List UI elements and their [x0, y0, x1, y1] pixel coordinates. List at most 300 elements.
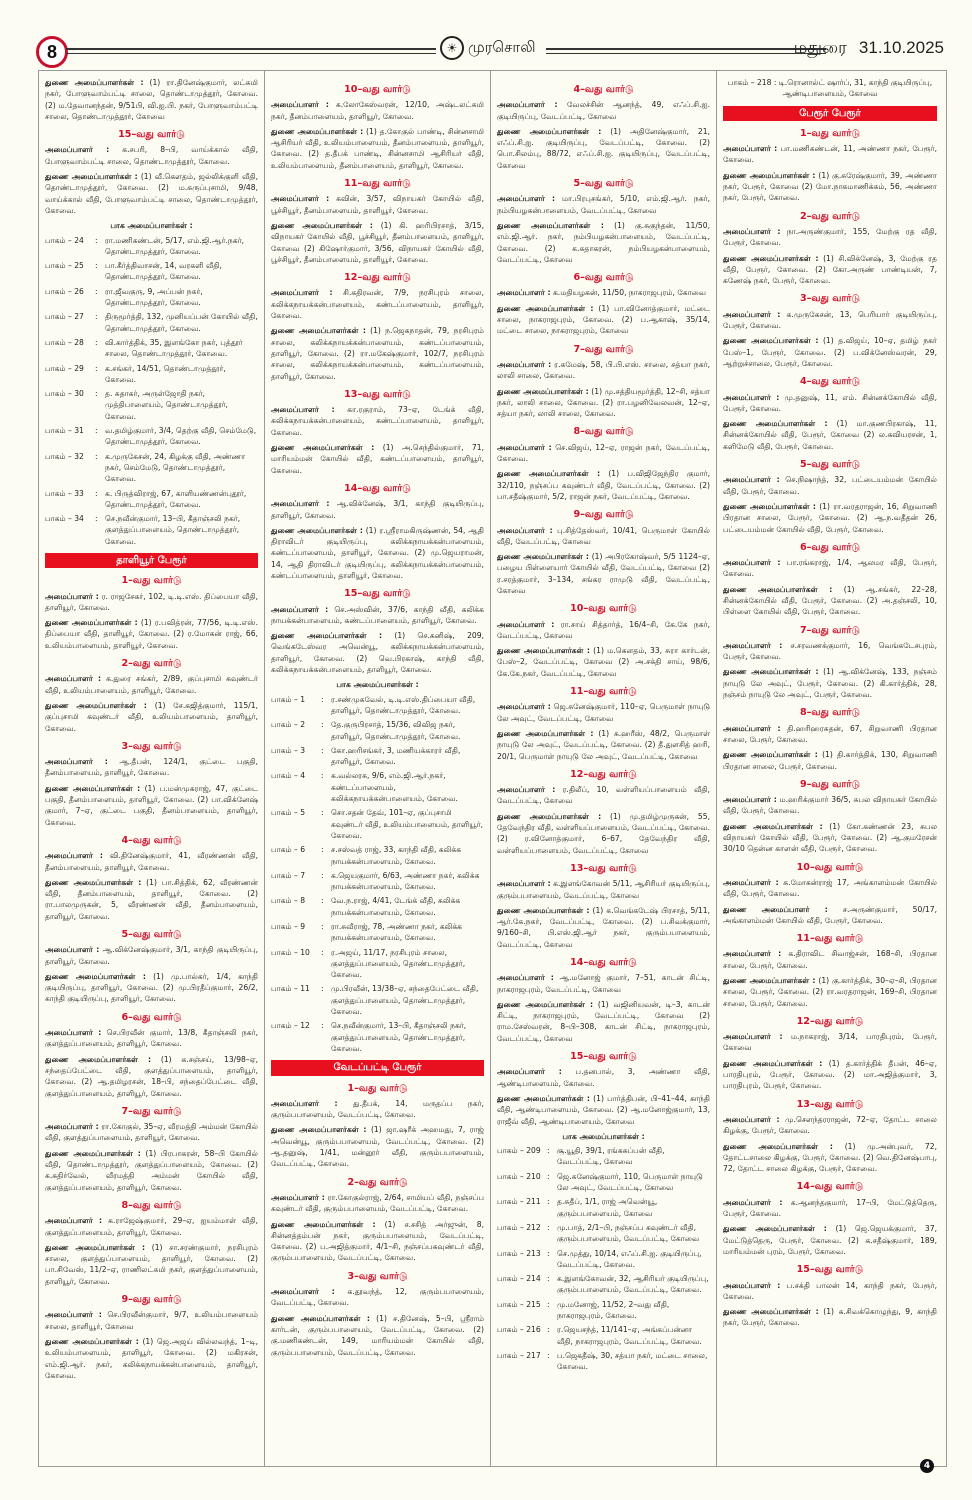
- appointee-details: ச.சரவணக்குமார், 16, வெங்கடேசபுரம், பேரூர், கோவை.: [723, 640, 937, 662]
- appointee-entry: [45, 1027, 258, 1050]
- separator: :: [321, 808, 324, 818]
- role-label: அமைப்பாளர் :: [723, 949, 782, 959]
- separator: :: [321, 745, 324, 755]
- appointee-details: (1) கி. ஹரிபிரசாத், 3/15, விநாயகர் கோயில் வீதி, பூச்சியூர், தீனம்பாளையம், தாளியூர், கோவை (2) கிஷோர்குமார், 3/56, விநாயகர் கோயில் வீதி, பூச்சியூர், தீனம்பாளையம், தாளியூர், கோவை.: [271, 220, 484, 264]
- appointee-details: (1) ச.சசித் அர்ஜுன், 8, சின்னத்தம்பன் நகர், குரும்பபாளையம், வேடப்பட்டி, கோவை. (2) ப.அஜித்குமார், 4/1–சி, நஞ்சப்பகவுண்டர் வீதி, குரும்பபாளையம், வேடப்பட்டி, கோவை.: [271, 1219, 484, 1263]
- appointee-entry: [723, 1223, 937, 1257]
- continued-page-marker: 4: [920, 1459, 934, 1473]
- ward-heading: 12–வது வார்டு: [344, 272, 411, 284]
- appointee-details: (1) க.சஞ்சய், 13/98–ஏ, சந்தைப்பேட்டை வீதி, குளத்துப்பாளையம், தாளியூர், கோவை. (2) ஆ.தமிழரசன், 18–பி, சந்தைப்பேட்டை வீதி, குளத்துப்பாளையம், தாளியூர், கோவை.: [45, 1054, 258, 1098]
- appointee-entry: [723, 143, 937, 166]
- appointee-entry: [497, 442, 710, 465]
- role-label: அமைப்பாளர் :: [271, 100, 329, 110]
- separator: :: [95, 286, 98, 296]
- separator: :: [95, 312, 98, 322]
- part-label: பாகம் – 31: [45, 426, 84, 436]
- role-label: துணை அமைப்பாளர்கள் :: [271, 631, 383, 641]
- appointee-entry: [271, 498, 484, 521]
- part-entry: [497, 1273, 710, 1296]
- appointee-details: ரா.சாய் சித்தார்த், 16/4–சி, கே.கே நகர், வேடப்பட்டி, கோவை: [497, 619, 710, 640]
- appointee-entry: [497, 287, 710, 298]
- appointee-entry: [271, 287, 484, 321]
- role-label: அமைப்பாளர் :: [271, 1192, 325, 1202]
- subheading: பாக அமைப்பாளர்கள் :: [336, 680, 419, 690]
- appointee-details: மு.சௌந்தரராஜன், 72–ஏ, தோட்ட சாலை கிழக்கு, பேரூர், கோவை.: [723, 1114, 937, 1136]
- appointee-entry: [271, 193, 484, 216]
- appointee-details: (1) ஆ.சங்கர், 22–28, சின்னக்கோயில் வீதி, பேரூர், கோவை. (2) அ.தஞ்சலி, 10, பிள்ளை கோயில் வீதி, பேரூர், கோவை.: [723, 584, 938, 617]
- role-label: துணை அமைப்பாளர்கள் :: [723, 419, 828, 429]
- separator: :: [547, 1299, 550, 1309]
- separator: :: [95, 451, 98, 461]
- role-label: அமைப்பாளர் :: [497, 100, 558, 110]
- appointee-entry: [45, 673, 258, 696]
- separator: :: [547, 1248, 550, 1258]
- part-entry: பாகம் – 218 : டி.ரொனால்ட் ஷார்ப், 31, காந்தி குடியிருப்பு, ஆண்டிபாளையம், கோவை: [727, 78, 933, 99]
- role-label: அமைப்பாளர் :: [497, 702, 551, 712]
- role-label: அமைப்பாளர் :: [45, 591, 99, 601]
- appointee-details: (1) ர.ஸ்ரீராமகிருஷ்ணன், 54, ஆதி திராவிடர் குடியிருப்பு, கலிக்கநாயக்கன்பாளையம், கண்டப்பாளையம், தாளியூர், கோவை. (2) மு.ஜெயராமன், 14, ஆதி திராவிடர் குடியிருப்பு, கலிக்கநாயக்கன்பாளையம், கண்டப்பாளையம், தாளியூர், கோவை.: [271, 525, 484, 580]
- appointee-entry: [723, 1031, 937, 1054]
- role-label: துணை அமைப்பாளர்கள் :: [271, 1219, 376, 1229]
- role-label: அமைப்பாளர் :: [271, 1287, 335, 1297]
- part-label: பாகம் – 28: [45, 337, 84, 347]
- part-details: க.சங்கர், 14/51, தொண்டாமுத்தூர், கோவை.: [105, 363, 226, 384]
- appointee-details: (1) சி.விக்னேஷ், 3, மேற்கு ரத வீதி, பேரூர், கோவை. (2) கோ.அருண் பாண்டியன், 7, கணேஷ் நகர், பேரூர், கோவை.: [723, 253, 938, 286]
- ward-heading: 14–வது வார்டு: [570, 957, 637, 968]
- appointee-entry: [497, 525, 710, 548]
- role-label: துணை அமைப்பாளர்கள் :: [497, 811, 602, 821]
- part-entry: [271, 719, 484, 742]
- role-label: துணை அமைப்பாளர்கள் :: [497, 728, 594, 738]
- appointee-entry: [723, 392, 937, 415]
- part-label: பாகம் – 212: [497, 1222, 541, 1232]
- role-label: துணை அமைப்பாளர்கள் :: [723, 750, 818, 760]
- ward-heading: 7–வது வார்டு: [799, 624, 861, 636]
- ward-heading: 4–வது வார்டு: [573, 84, 634, 95]
- masthead-rule-left: [66, 48, 436, 54]
- appointee-details: (1) கு.சுகுந்தன், 11/50, எம்.ஜி.ஆர். நகர், நம்பியழகன்பாளையம், வேடப்பட்டி, கோவை. (2) க.சுதாகரன், நம்பியழகன்பாளையம், வேடப்பட்டி, கோவை: [497, 220, 710, 264]
- role-label: துணை அமைப்பாளர்கள் :: [497, 552, 589, 562]
- appointee-details: (1) கு.சுரேஷ்குமார், 39, அண்ணா நகர், பேரூர், கோவை (2) மோ.நாகமாணிக்கம், 56, அண்ணா நகர், பேரூர், கோவை.: [723, 170, 937, 203]
- appointee-entry: [497, 1066, 710, 1089]
- appointee-entry: [45, 756, 258, 779]
- part-entry: [45, 425, 258, 448]
- appointee-details: ர. ராஜசேகர், 102, டி.டி.எஸ். திப்பையா வீதி, தாளியூர், கோவை.: [45, 591, 258, 612]
- appointee-entry: [723, 640, 937, 663]
- ward-heading: 10–வது வார்டு: [344, 84, 411, 95]
- role-label: அமைப்பாளர் :: [45, 1122, 99, 1132]
- role-label: துணை அமைப்பாளர்கள் :: [723, 501, 816, 511]
- appointee-details: ப.தனபால், 3, அண்ணா வீதி, ஆண்டிபாளையம், கோவை.: [497, 1067, 710, 1088]
- role-label: அமைப்பாளர் :: [723, 475, 780, 485]
- appointee-entry: [723, 1058, 937, 1092]
- role-label: துணை அமைப்பாளர்கள் :: [497, 646, 590, 656]
- paper-logo: [440, 36, 536, 60]
- appointee-details: (1) மு.தமிழ்முருகன், 55, தேவேந்திர வீதி, வள்ளியப்பாளையம், வேடப்பட்டி, கோவை. (2) ர.வினோத்குமார், 6–67, தேவேந்திர வீதி, வள்ளியப்பாளையம், வேடப்பட்டி, கோவை: [497, 811, 710, 855]
- role-label: துணை அமைப்பாளர்கள் :: [271, 1313, 370, 1323]
- part-label: பாகம் – 12: [271, 1021, 310, 1031]
- separator: :: [547, 1171, 550, 1181]
- role-label: அமைப்பாளர் :: [45, 851, 103, 861]
- appointee-entry: [723, 170, 937, 204]
- role-label: துணை அமைப்பாளர்கள் :: [45, 1336, 139, 1346]
- appointee-details: ஆ.விக்னேஷ், 3/1, காந்தி குடியிருப்பு, தாளியூர், கோவை.: [271, 499, 484, 520]
- appointee-entry: [45, 1148, 258, 1193]
- town-panchayat-banner: பேரூர் பேரூர்: [723, 106, 937, 121]
- part-entry: [497, 1196, 710, 1219]
- appointee-details: (1) ஜெ.அஜய் வில்லவந்த், 1–டி, உலியம்பாளையம், தாளியூர், கோவை. (2) மகிரசன், எம்.ஜி.ஆர். நகர், கலிக்கநாயக்கன்பாளையம், தாளியூர், கோவை.: [45, 1336, 258, 1380]
- part-entry: [45, 260, 258, 283]
- appointee-details: க.ராஜேஷ்குமார், 29–ஏ, ஐயம்மாள் வீதி, குளத்துப்பாளையம், தாளியூர், கோவை.: [45, 1216, 258, 1237]
- appointee-entry: [497, 645, 710, 679]
- role-label: துணை அமைப்பாளர்கள் :: [45, 1148, 141, 1158]
- appointee-details: (1) ஜா.ஷரீக் அஹமது, 7, ராஜ் அவென்யூ, குரும்பபாளையம், வேடப்பட்டி, கோவை. (2) ஆ.தனுஷ், 1/41, மன்னூர் வீதி, குரும்பபாளையம், வேடப்பட்டி, கோவை.: [271, 1125, 484, 1169]
- ward-heading: 11–வது வார்டு: [796, 933, 864, 945]
- part-entry: [45, 286, 258, 309]
- part-entry: [45, 363, 258, 386]
- role-label: துணை அமைப்பாளர்கள் :: [723, 170, 816, 180]
- appointee-details: (1) த.கோகுல் பாண்டி, சின்னசாமி ஆசிரியர் வீதி, உலியம்பாளையம், தீனம்பாளையம், தாளியூர், கோவை. (2) த.தீபக் பாண்டி, சின்னசாமி ஆசிரியர் வீதி, உலியம்பாளையம், தீனம்பாளையம், தாளியூர், கோவை.: [271, 126, 484, 170]
- ward-heading: 6–வது வார்டு: [121, 1011, 182, 1023]
- ward-heading: 15–வது வார்டு: [344, 588, 411, 600]
- ward-heading: 15–வது வார்டு: [796, 1264, 864, 1276]
- appointee-details: கவின், 3/57, விநாயகர் கோயில் வீதி, பூச்சியூர், தீனம்பாளையம், தாளியூர், கோவை.: [271, 194, 484, 215]
- separator: :: [321, 771, 324, 781]
- part-details: ரா.மணிகண்டன், 5/17, எம்.ஜி.ஆர்.நகர், தொண்டாமுத்தூர், கோவை.: [105, 235, 245, 256]
- appointee-details: வி.தினேஷ்குமார், 41, வீரண்ணன் வீதி, தீனம்பாளையம், தாளியூர், கோவை.: [45, 851, 258, 872]
- appointee-entry: [45, 1215, 258, 1238]
- role-label: துணை அமைப்பாளர்கள் :: [723, 1058, 823, 1068]
- part-label: பாகம் – 6: [271, 845, 306, 855]
- part-details: கோ.ஹரிசங்கர், 3, மணியக்காரர் வீதி, தாளியூர், கோவை.: [331, 745, 461, 767]
- appointee-details: (1) த.கார்த்திக் தீபன், 46–ஏ, பாரதிபுரம், பேரூர், கோவை. (2) மா.அஜித்குமார், 3, பாரதிபுரம், பேரூர், கோவை.: [723, 1058, 937, 1091]
- role-label: அமைப்பாளர் :: [723, 392, 780, 402]
- separator: :: [95, 389, 98, 399]
- part-details: செ.நவீன்குமார், 13–பி, கீதாஞ்சலி நகர், குளத்துப்பாளையம், தொண்டாமுத்தூர், கோவை.: [105, 514, 241, 546]
- subheading: பாக அமைப்பாளர்கள் :: [562, 1131, 645, 1141]
- separator: :: [321, 896, 324, 906]
- appointee-entry: [271, 126, 484, 171]
- appointee-details: (1) அபிரகோஷ்வர், 5/5 1124–ஏ, பழைய பிள்ளையார் கோயில் வீதி, வேடப்பட்டி, கோவை (2) ர.சரத்குமார், 3–134, சங்கர ராமுடு வீதி, வேடப்பட்டி, கோவை: [497, 552, 710, 595]
- appointee-details: நா.அருண்குமார், 155, மேற்கு ரத வீதி, பேரூர், கோவை.: [723, 226, 937, 248]
- part-entry: [497, 1299, 710, 1322]
- part-details: சூ.யூதி, 39/1, ரங்கசுப்பன் வீதி, வேடப்பட்டி, கோவை: [557, 1146, 665, 1167]
- part-details: ச.சஸ்வத் ராஜ், 33, காந்தி வீதி, கலிக்க நாயக்கன்பாளையம், கோவை.: [331, 845, 462, 866]
- role-label: துணை அமைப்பாளர் :: [723, 904, 828, 914]
- role-label: அமைப்பாளர் :: [271, 194, 330, 204]
- role-label: துணை அமைப்பாளர்கள் :: [497, 220, 604, 230]
- appointee-details: (1) கு.கார்த்திக், 30–ஏ–சி, பிரதான சாலை, பேரூர், கோவை. (2) ரா.வரதராஜன், 169–சி, பிரதான சாலை, பேரூர், கோவை.: [723, 976, 937, 1008]
- part-label: பாகம் – 27: [45, 312, 84, 322]
- appointee-entry: [497, 811, 710, 856]
- appointee-entry: [271, 1124, 484, 1169]
- role-label: துணை அமைப்பாளர்கள் :: [45, 700, 147, 710]
- part-entry: [45, 513, 258, 547]
- appointee-details: ர.கமேஷ், 58, பி.பி.எஸ். சாலை, சத்யா நகர், லாலி சாலை, கோவை.: [497, 359, 710, 381]
- part-details: க.ஜெயகுமார், 6/63, அண்ணா நகர், கலிக்க நாயக்கன்பாளையம், கோவை.: [331, 870, 480, 892]
- ward-heading: 4–வது வார்டு: [799, 376, 861, 388]
- appointee-entry: [271, 525, 484, 581]
- separator: :: [321, 922, 324, 931]
- role-label: துணை அமைப்பாளர்கள் :: [723, 253, 819, 263]
- ward-heading: 5–வது வார்டு: [573, 178, 634, 190]
- part-label: பாகம் – 24: [45, 235, 84, 245]
- ward-heading: 3–வது வார்டு: [347, 1270, 408, 1282]
- part-entry: [271, 895, 484, 918]
- separator: :: [321, 845, 324, 855]
- column-2: [265, 71, 491, 1466]
- ward-heading: 2–வது வார்டு: [799, 210, 861, 222]
- appointee-entry: [497, 220, 710, 265]
- role-label: அமைப்பாளர் :: [723, 226, 781, 236]
- role-label: அமைப்பாளர் :: [497, 1067, 562, 1077]
- appointee-details: (1) ரா.வரதராஜன், 16, சிறுவாணி பிரதான சாலை, பேரூர், கோவை. (2) ஆ.ந.வதீதன் 26, பட்டையம்மன் கோயில் வீதி, பேரூர், கோவை.: [723, 501, 938, 534]
- role-label: அமைப்பாளர் :: [723, 1197, 783, 1207]
- separator: :: [547, 1350, 550, 1360]
- appointee-details: (1) ந.ஜெகநாதன், 79, நரசிபுரம் சாலை, கலிக்கநாயக்கன்பாளையம், கண்டப்பாளையம், தாளியூர், கோவை. (2) ரா.மகேஷ்குமார், 102/7, நரசிபுரம் சாலை, கலிக்கநாயக்கன்பாளையம், கண்டப்பாளையம், தாளியூர், கோவை.: [271, 326, 484, 381]
- appointee-details: வேலச்சின் ஆனந்த், 49, எஃப்.சி.ஐ. குடியிருப்பு, வேடப்பட்டி, கோவை: [497, 100, 710, 121]
- role-label: அமைப்பாளர் :: [723, 877, 779, 887]
- part-entry: [497, 1171, 710, 1194]
- part-details: க.இளங்கோவன், 32, ஆசிரியர் குடியிருப்பு, குரும்பபாளையம், வேடப்பட்டி, கோவை.: [557, 1274, 709, 1295]
- appointee-details: ச.அருண்குமார், 50/17, அங்காளம்மன் கோயில் வீதி, பேரூர், கோவை.: [723, 904, 937, 925]
- part-entry: [271, 947, 484, 981]
- part-details: க.வல்லரசு, 9/6, எம்.ஜி.ஆர்.நகர், கண்டப்பாளையம், கலிக்கநாயக்கன்பாளையம், கோவை.: [331, 771, 458, 804]
- ward-heading: 8–வது வார்டு: [799, 707, 861, 719]
- appointee-details: (1) ஆ.விக்னேஷ், 133, நஞ்சம் நாயுடு லே அவுட், பேரூர், கோவை. (2) கி.கார்த்திக், 28, நஞ்சம் நாயுடு லே அவுட், பேரூர், கோவை.: [723, 667, 937, 700]
- appointee-details: ஆ.மனோஜ் குமார், 7–51, காடன் சிட்டி, நாகராஜபுரம், வேடப்பட்டி, கோவை: [497, 973, 711, 994]
- appointee-details: (1) அ.செந்தில்குமார், 71, மாரியம்மன் கோயில் வீதி, கண்டப்பாளையம், தாளியூர், கோவை.: [271, 443, 484, 475]
- appointee-details: க.தூவந்த், 12, குரும்பபாளையம், வேடப்பட்டி, கோவை.: [271, 1287, 484, 1308]
- appointee-entry: [45, 171, 258, 216]
- role-label: துணை அமைப்பாளர்கள் :: [45, 78, 144, 87]
- ward-heading: 14–வது வார்டு: [796, 1181, 864, 1193]
- ward-heading: 5–வது வார்டு: [121, 929, 182, 940]
- part-details: வி.கார்த்திக், 35, இளங்கோ நகர், புத்தூர் சாலை, தொண்டாமுத்தூர், கோவை.: [105, 337, 243, 359]
- appointee-details: க.மோகன்ராஜ் 17, அங்காளம்மன் கோயில் வீதி, பேரூர், கோவை.: [723, 877, 937, 899]
- ward-heading: 13–வது வார்டு: [570, 862, 637, 874]
- part-label: பாகம் – 5: [271, 808, 306, 818]
- ward-heading: 3–வது வார்டு: [121, 740, 182, 752]
- rising-sun-emblem-icon: ☀: [440, 36, 464, 60]
- role-label: அமைப்பாளர் :: [45, 945, 100, 955]
- town-panchayat-banner: தாளியூர் பேரூர்: [45, 553, 258, 568]
- part-label: பாகம் – 9: [271, 922, 306, 931]
- appointee-entry: [45, 700, 258, 734]
- part-entry: [45, 388, 258, 422]
- appointee-details: தி.ஹரிஹரசுதன், 67, சிறுவாணி பிரதான சாலை, பேரூர், கோவை.: [723, 723, 937, 744]
- part-details: ஜெ.சுனேஷ்குமார், 110, பெருமாள் நாயுடு லே அவுட், வேடப்பட்டி, கோவை: [557, 1171, 703, 1193]
- appointee-entry: [497, 619, 710, 642]
- separator: :: [95, 363, 98, 373]
- part-label: பாகம் – 11: [271, 984, 310, 994]
- appointee-entry: [723, 474, 937, 497]
- part-details: ரா.சுவீராஜ், 78, அண்ணா நகர், கலிக்க நாயக்கன்பாளையம், கோவை.: [331, 922, 463, 943]
- role-label: அமைப்பாளர் :: [45, 1028, 102, 1038]
- role-label: அமைப்பாளர் :: [497, 288, 551, 298]
- appointee-details: செ.பிரவீன் குமார், 13/8, கீதாஞ்சலி நகர், குளத்துப்பாளையம், தாளியூர், கோவை.: [45, 1028, 258, 1049]
- ward-heading: 13–வது வார்டு: [796, 1098, 864, 1110]
- role-label: அமைப்பாளர் :: [723, 723, 781, 733]
- appointee-details: (1) ர.பவித்ரன், 77/56, டி.டி.எஸ். திப்பையா வீதி, தாளியூர், கோவை. (2) ர.மோகன் ராஜ், 66, உலியம்பாளையம், தாளியூர், கோவை.: [45, 618, 259, 650]
- appointee-entry: [271, 630, 484, 675]
- role-label: துணை அமைப்பாளர்கள் :: [45, 877, 142, 887]
- ward-heading: 11–வது வார்டு: [570, 686, 637, 698]
- separator: :: [321, 870, 324, 880]
- part-label: பாகம் – 30: [45, 389, 84, 399]
- appointee-details: (1) கோ.கண்ணன் 23, சுபல விநாயகர் கோயில் வீதி, பேரூர், கோவை. (2) ஆ.குமரேசன் 30/10 தென்ன காளன் வீதி, பேரூர், கோவை.: [723, 821, 937, 854]
- appointee-entry: [497, 99, 710, 122]
- role-label: அமைப்பாளர் :: [723, 795, 777, 805]
- appointee-entry: [723, 666, 937, 700]
- appointee-details: (1) பிரபாகரன், 58–பி கோயில் வீதி, தொண்டாமுத்தூர், குளத்துப்பாளையம், கோவை. (2) க.கதிர்வேல், வீரமத்தி அம்மன் கோயில் வீதி, குளத்துப்பாளையம், தாளியூர், கோவை.: [45, 1148, 258, 1192]
- appointee-details: (1) மா.குணபிரகாஷ், 11, சின்னக்கோயில் வீதி, பேரூர், கோவை (2) ல.கவியரசன், 1, களிமேடு வீதி, பேரூர், கோவை.: [723, 419, 937, 451]
- appointee-entry: [271, 1192, 484, 1215]
- appointee-entry: [271, 220, 484, 265]
- part-entry: [497, 1145, 710, 1168]
- issue-date: 31.10.2025: [858, 38, 944, 57]
- role-label: அமைப்பாளர் :: [271, 604, 329, 614]
- appointee-details: சி.கதிரவன், 7/9, நரசிபுரம் சாலை, கலிக்கநாயக்கன்பாளையம், கண்டப்பாளையம், தாளியூர், கோவை.: [271, 288, 484, 321]
- role-label: துணை அமைப்பாளர்கள் :: [723, 821, 823, 831]
- appointee-entry: [271, 1313, 484, 1358]
- part-label: பாகம் – 1: [271, 694, 306, 704]
- appointee-entry: [723, 821, 937, 855]
- appointee-details: (1) மு.அன்புவர், 72, தோட்டசாலை கிழக்கு, பேரூர், கோவை. (2) வெ.தினேஷ்பாபு, 72, தோட்ட சாலை கிழக்கு, பேரூர், கோவை.: [723, 1141, 937, 1174]
- appointee-details: (1) சா.சரண்குமார், நரசிபுரம் சாலை, குளத்துப்பாளையம், தாளியூர், கோவை. (2) பா.சிவேஸ், 11/2–ஏ, ராணிலட்சுமி நகர், குளத்துப்பாளையம், தாளியூர், கோவை.: [45, 1242, 258, 1286]
- role-label: துணை அமைப்பாளர்கள் :: [45, 783, 141, 793]
- part-label: பாகம் – 26: [45, 286, 84, 296]
- appointee-entry: [723, 253, 937, 287]
- part-label: பாகம் – 29: [45, 363, 84, 373]
- ward-heading: 1–வது வார்டு: [121, 575, 182, 587]
- ward-heading: 3–வது வார்டு: [799, 293, 861, 305]
- part-details: திருமூர்த்தி, 132, முனியப்பன் கோயில் வீதி, தொண்டாமுத்தூர், கோவை.: [105, 312, 258, 333]
- appointee-details: க.இளங்கோவன் 5/11, ஆசிரியர் குடியிருப்பு, குரும்பபாளையம், வேடப்பட்டி, கோவை: [497, 879, 710, 900]
- part-entry: [271, 983, 484, 1017]
- appointee-details: ஆ.விக்னேஷ்குமார், 3/1, காந்தி குடியிருப்பு, தாளியூர், கோவை.: [45, 945, 258, 966]
- separator: :: [321, 694, 324, 704]
- role-label: துணை அமைப்பாளர்கள் :: [45, 618, 138, 628]
- role-label: துணை அமைப்பாளர்கள் :: [723, 1141, 833, 1151]
- part-entry: [45, 488, 258, 511]
- appointee-details: (1) ப.விஜிஜேந்திர குமார், 32/110, நஞ்சப்ப கவுண்டர் வீதி, வேடப்பட்டி, கோவை. (2) பா.சதீஷ்குமார், 5/2, ராஜன் நகர், வேடப்பட்டி, கோவை.: [497, 469, 711, 501]
- ward-heading: 13–வது வார்டு: [344, 388, 411, 400]
- appointee-entry: [497, 878, 710, 901]
- separator: :: [547, 1146, 550, 1156]
- part-details: சொ.சதன் தேவ், 101–ஏ, குப்புசாமி கவுண்டர் வீதி, உலியம்பாளையம், தாளியூர், கோவை.: [331, 808, 484, 840]
- ward-heading: 15–வது வார்டு: [570, 1051, 637, 1063]
- appointee-entry: [723, 226, 937, 249]
- part-label: பாகம் – 33: [45, 488, 84, 498]
- role-label: அமைப்பாளர் :: [723, 1280, 781, 1290]
- part-details: ரா.ஜீவகுரு, 9, அப்பன் நகர், தொண்டாமுத்தூர், கோவை.: [105, 286, 203, 308]
- part-entry: [497, 1248, 710, 1271]
- appointee-entry: [45, 617, 258, 651]
- appointee-details: செ.அஸ்வின், 37/6, காந்தி வீதி, கலிக்க நாயக்கன்பாளையம், கண்டப்பாளையம், தாளியூர், கோவை.: [271, 604, 484, 625]
- role-label: துணை அமைப்பாளர்கள் :: [723, 667, 819, 677]
- appointee-entry: [45, 1336, 258, 1381]
- appointee-details: (1) தி.கார்த்திக், 130, சிறுவாணி பிரதான சாலை, பேரூர், கோவை.: [723, 750, 937, 771]
- appointee-entry: [271, 1098, 484, 1121]
- appointee-entry: [723, 723, 937, 746]
- part-entry: [271, 770, 484, 804]
- ward-heading: 10–வது வார்டு: [570, 603, 637, 615]
- part-label: பாகம் – 216: [497, 1325, 541, 1335]
- appointee-details: (1) க.வெங்கடேஷ் பிரசாத், 5/11, ஆர்.கே.நகர், வேடப்பட்டி, கோவை. (2) ப.சிவக்குமார், 9/160–சி, பி.எஸ்.ஜி.ஆர் நகர், குரும்பபாளையம், வேடப்பட்டி, கோவை: [497, 905, 711, 949]
- ward-heading: 5–வது வார்டு: [799, 459, 861, 471]
- role-label: துணை அமைப்பாளர்கள் :: [271, 126, 364, 136]
- part-details: த.சுதீப், 1/1, ராஜ் அவென்யூ, குரும்பபாளையம், கோவை: [557, 1197, 658, 1218]
- part-details: மு.பாத், 2/1–பி, நஞ்சப்ப கவுண்டர் வீதி, குரும்பபாளையம், வேடப்பட்டி, கோவை: [557, 1222, 700, 1244]
- separator: :: [95, 235, 98, 245]
- appointee-entry: [497, 1093, 710, 1127]
- appointee-entry: [723, 1141, 937, 1175]
- appointee-details: க.முருகேசன், 13, பெரியார் குடியிருப்பு, பேரூர், கோவை.: [723, 309, 937, 331]
- ward-heading: 15–வது வார்டு: [118, 129, 185, 141]
- role-label: அமைப்பாளர் :: [497, 879, 551, 889]
- part-details: க. பிருத்விராஜ், 67, காளியண்ணன்புதூர், தொண்டாமுத்தூர், கோவை.: [105, 488, 247, 509]
- edition-city: மதுரை: [793, 38, 847, 57]
- ward-heading: 9–வது வார்டு: [121, 1294, 182, 1306]
- appointee-details: க.லோகேஸ்வரன், 12/10, அஷ்டலட்சுமி நகர், தீனம்பாளையம், தாளியூர், கோவை.: [271, 100, 484, 121]
- part-label: பாகம் – 213: [497, 1248, 541, 1258]
- part-entry: [271, 745, 484, 768]
- appointee-entry: [45, 1054, 258, 1099]
- part-details: செ.முத்து, 10/14, எஃப்.சி.ஐ. குடியிருப்பு, வேடப்பட்டி, கோவை.: [557, 1248, 702, 1269]
- appointee-entry: [497, 728, 710, 762]
- part-entry: [497, 1222, 710, 1245]
- appointee-details: மா.பிரபுசங்கர், 5/10, எம்.ஜி.ஆர். நகர், நம்பியழகன்பாளையம், வேடப்பட்டி, கோவை: [497, 194, 710, 215]
- appointee-details: (1) ம.கௌதம், 33, சுரா கார்டன், பேஸ்–2, வேடப்பட்டி, கோவை (2) அ.சக்தி சாய், 98/6, கே.கே.நகர், வேடப்பட்டி, கோவை: [497, 646, 711, 678]
- appointee-details: ம.நாகராஜ், 3/14, பாரதிபுரம், பேரூர், கோவை: [723, 1032, 937, 1053]
- part-entry: [497, 1324, 710, 1347]
- appointee-details: ம.ஹரிக்குமார் 36/5, சுபல விநாயகர் கோயில் வீதி, பேரூர், கோவை.: [723, 795, 937, 816]
- role-label: அமைப்பாளர் :: [45, 757, 108, 767]
- appointee-entry: [45, 77, 258, 122]
- appointee-entry: [723, 948, 937, 971]
- appointee-details: பா.ரங்கராஜ், 1/4, ஆலமர வீதி, பேரூர், கோவை.: [723, 558, 937, 579]
- appointee-details: ஆ.தீபன், 124/1, குட்டை பகுதி, தீனம்பாளையம், தாளியூர், கோவை.: [45, 757, 258, 778]
- appointee-details: (1) செ.கனிஷ், 209, வெங்கடேஸ்வர அவென்யூ, கலிக்கநாயக்கன்பாளையம், தாளியூர், கோவை. (2) வெ.பிரகாஷ், காந்தி வீதி, கலிக்கநாயக்கன்பாளையம், தாளியூர், கோவை.: [271, 631, 484, 675]
- appointee-details: (1) பா.வினோத்குமார், மட்டை சாலை, நாகராஜபுரம், கோவை. (2) ப.ஆகாஷ், 35/14, மட்டை சாலை, நாகராஜபுரம், கோவை: [497, 303, 710, 336]
- appointee-entry: [723, 557, 937, 580]
- appointee-details: (1) த.விஜய், 10–ஏ, தமிழ் நகர் பேஸ்–1, பேரூர், கோவை. (2) ப.விக்னேஸ்வரன், 29, ஆற்றுச்சாலை, பேரூர், கோவை.: [723, 336, 937, 368]
- part-entry: [45, 451, 258, 485]
- role-label: அமைப்பாளர் :: [497, 973, 554, 983]
- appointee-entry: [497, 386, 710, 420]
- ward-heading: 8–வது வார்டு: [121, 1199, 182, 1211]
- appointee-entry: [497, 701, 710, 724]
- appointee-details: செ.நிஷாந்த், 32, பட்டையம்மன் கோயில் வீதி, பேரூர், கோவை.: [723, 475, 937, 496]
- appointee-entry: [271, 1219, 484, 1264]
- part-details: பா.கீர்த்திவாசன், 14, வரகளி வீதி, தொண்டாமுத்தூர், கோவை.: [105, 261, 222, 282]
- part-label: பாகம் – 10: [271, 947, 310, 957]
- appointee-entry: [723, 584, 937, 618]
- appointee-entry: [45, 1309, 258, 1332]
- part-entry: [271, 921, 484, 944]
- part-details: க.முருகேசன், 24, கிழக்கு வீதி, அண்ணா நகர், செம்மேடு, தொண்டாமுத்தூர், கோவை.: [105, 451, 246, 484]
- part-label: பாகம் – 3: [271, 745, 306, 755]
- appointee-details: (1) க.ஹரீஸ், 48/2, பெருமாள் நாயுடு லே அவுட், வேடப்பட்டி, கோவை. (2) தீ.துளசித் ஹரி, 20/1, பெருமாள் நாயுடு லே அவுட், வேடப்பட்டி, கோவை: [497, 728, 710, 761]
- appointee-details: (1) மு.பால்கர், 1/4, காந்தி குடியிருப்பு, தாளியூர், கோவை. (2) மு.பிரதீப்குமார், 26/2, காந்தி குடியிருப்பு, தாளியூர், கோவை.: [45, 971, 258, 1004]
- appointee-entry: [723, 501, 937, 535]
- appointee-entry: [45, 144, 258, 167]
- role-label: அமைப்பாளர் :: [723, 144, 778, 154]
- part-details: த. சுதாகர், அருள்ஜோதி நகர், முத்திபாளையம், தொண்டாமுத்தூர், கோவை.: [105, 389, 228, 421]
- appointee-details: (1) மு.சத்தியமூர்த்தி, 12–சி, சத்யா நகர், லாலி சாலை, கோவை. (2) ரா.பழனிவேலவன், 12–ஏ, சத்யா நகர், லாலி சாலை, கோவை.: [497, 386, 711, 419]
- appointee-entry: [497, 551, 710, 596]
